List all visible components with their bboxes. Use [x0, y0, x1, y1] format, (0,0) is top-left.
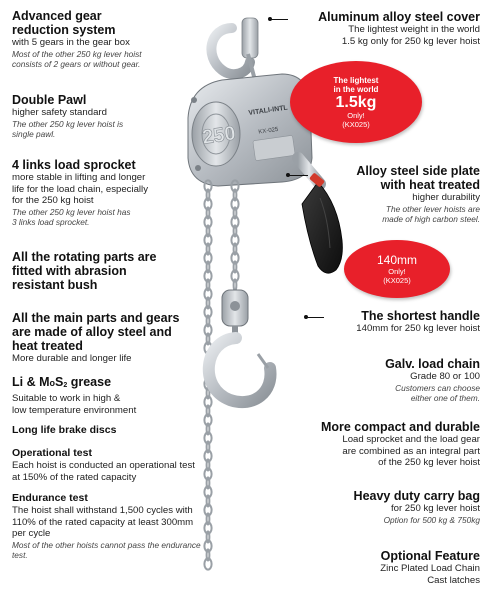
feature-text: Cast latches: [427, 574, 480, 586]
feature-text: The lightest weight in the world: [348, 24, 480, 35]
feature-title: Operational test: [12, 447, 92, 459]
feature-carry-bag: [300, 489, 480, 525]
feature-text: for the 250 kg hoist: [12, 195, 94, 206]
badge-text: Only!: [347, 110, 365, 120]
feature-note: Option for 500 kg & 750kg: [383, 514, 480, 525]
feature-note: Most of the other 250 kg lever hoist: [12, 48, 142, 59]
bottom-hook: [209, 290, 271, 402]
feature-text: Suitable to work in high &: [12, 393, 121, 404]
feature-text: Each hoist is conducted an operational test: [12, 460, 195, 471]
model-mark: KX-025: [258, 126, 279, 136]
feature-title: Aluminum alloy steel cover: [318, 10, 480, 24]
feature-note: single pawl.: [12, 128, 56, 139]
brand-mark: VITALI-INTL: [248, 104, 289, 118]
feature-text: 110% of the rated capacity at least 300mm: [12, 516, 194, 528]
capacity-mark: 250: [200, 122, 237, 149]
feature-title: fitted with abrasion: [12, 264, 127, 278]
feature-title: The shortest handle: [361, 309, 480, 323]
feature-gear-reduction: [12, 9, 182, 69]
feature-title: Long life brake discs: [12, 424, 117, 436]
feature-text: life for the load chain, especially: [12, 183, 148, 195]
feature-text: more stable in lifting and longer: [12, 172, 146, 183]
chain-link: [234, 279, 237, 290]
feature-text: 1.5 kg only for 250 kg lever hoist: [341, 35, 480, 47]
feature-title: with heat treated: [380, 178, 480, 192]
feature-title: All the rotating parts are: [12, 250, 157, 264]
feature-title: are made of alloy steel and: [12, 325, 172, 339]
feature-text: are combined as an integral part: [342, 445, 480, 457]
feature-note: 3 links load sprocket.: [12, 216, 90, 227]
feature-side-plate: [300, 164, 480, 224]
feature-endurance-test: [12, 491, 232, 560]
feature-text: The hoist shall withstand 1,500 cycles with: [12, 505, 193, 516]
feature-grease: [12, 375, 192, 416]
feature-title: Optional Feature: [380, 549, 480, 563]
feature-text: higher safety standard: [12, 107, 107, 118]
feature-note: The other 250 kg lever hoist has: [12, 206, 131, 217]
feature-text: Zinc Plated Load Chain: [380, 563, 480, 574]
feature-title: Galv. load chain: [385, 357, 480, 371]
feature-title: Advanced gear: [12, 9, 102, 23]
feature-note: The other lever hoists are: [385, 203, 480, 214]
handle-length-badge: [344, 240, 450, 298]
feature-title: Endurance test: [12, 492, 88, 504]
feature-aluminum-cover: [275, 10, 480, 47]
feature-text: Load sprocket and the load gear: [342, 434, 480, 445]
feature-text: per cycle: [12, 528, 51, 539]
feature-text: for 250 kg lever hoist: [390, 503, 480, 514]
feature-note: made of high carbon steel.: [382, 213, 480, 224]
feature-text: with 5 gears in the gear box: [12, 37, 130, 48]
feature-text: at 150% of the rated capacity: [12, 471, 137, 483]
feature-shortest-handle: [310, 309, 480, 335]
feature-text: of the 250 kg lever hoist: [378, 457, 480, 468]
feature-title: Double Pawl: [12, 93, 87, 107]
badge-value: 140mm: [376, 252, 417, 267]
feature-note: test.: [12, 549, 28, 560]
feature-title: All the main parts and gears: [12, 311, 180, 325]
feature-note: either one of them.: [410, 392, 480, 403]
badge-text: Only!: [388, 266, 406, 276]
top-hook: [211, 18, 258, 84]
feature-title: reduction system: [12, 23, 116, 37]
feature-text: 140mm for 250 kg lever hoist: [356, 323, 480, 334]
badge-text: (KX025): [383, 275, 411, 285]
feature-text: More durable and longer life: [12, 353, 132, 364]
feature-note: consists of 2 gears or without gear.: [12, 58, 141, 69]
feature-title: Li & MoS2 grease: [12, 375, 112, 389]
feature-title: resistant bush: [12, 278, 98, 292]
badge-text: (KX025): [342, 119, 370, 129]
feature-galv-chain: [330, 357, 480, 403]
feature-title: More compact and durable: [320, 420, 480, 434]
feature-load-sprocket: [12, 158, 192, 227]
badge-value: 1.5kg: [335, 93, 377, 111]
badge-text: The lightest: [333, 75, 379, 85]
feature-brake-discs: [12, 423, 192, 437]
feature-operational-test: [12, 446, 212, 483]
feature-abrasion-bush: [12, 250, 202, 292]
feature-title: 4 links load sprocket: [12, 158, 136, 172]
feature-double-pawl: [12, 93, 182, 139]
feature-text: higher durability: [412, 192, 480, 203]
feature-note: Customers can choose: [395, 382, 480, 393]
weight-badge: [290, 61, 422, 143]
feature-text: Grade 80 or 100: [410, 371, 480, 382]
feature-note: The other 250 kg lever hoist is: [12, 118, 124, 129]
badge-text: in the world: [333, 84, 379, 94]
feature-title: heat treated: [12, 339, 83, 353]
feature-optional: [320, 549, 480, 586]
feature-compact: [280, 420, 480, 469]
feature-alloy-steel: [12, 311, 207, 365]
feature-text: low temperature environment: [12, 404, 137, 416]
feature-note: Most of the other hoists cannot pass the endurance: [12, 539, 201, 550]
feature-title: Alloy steel side plate: [356, 164, 480, 178]
feature-title: Heavy duty carry bag: [353, 489, 480, 503]
